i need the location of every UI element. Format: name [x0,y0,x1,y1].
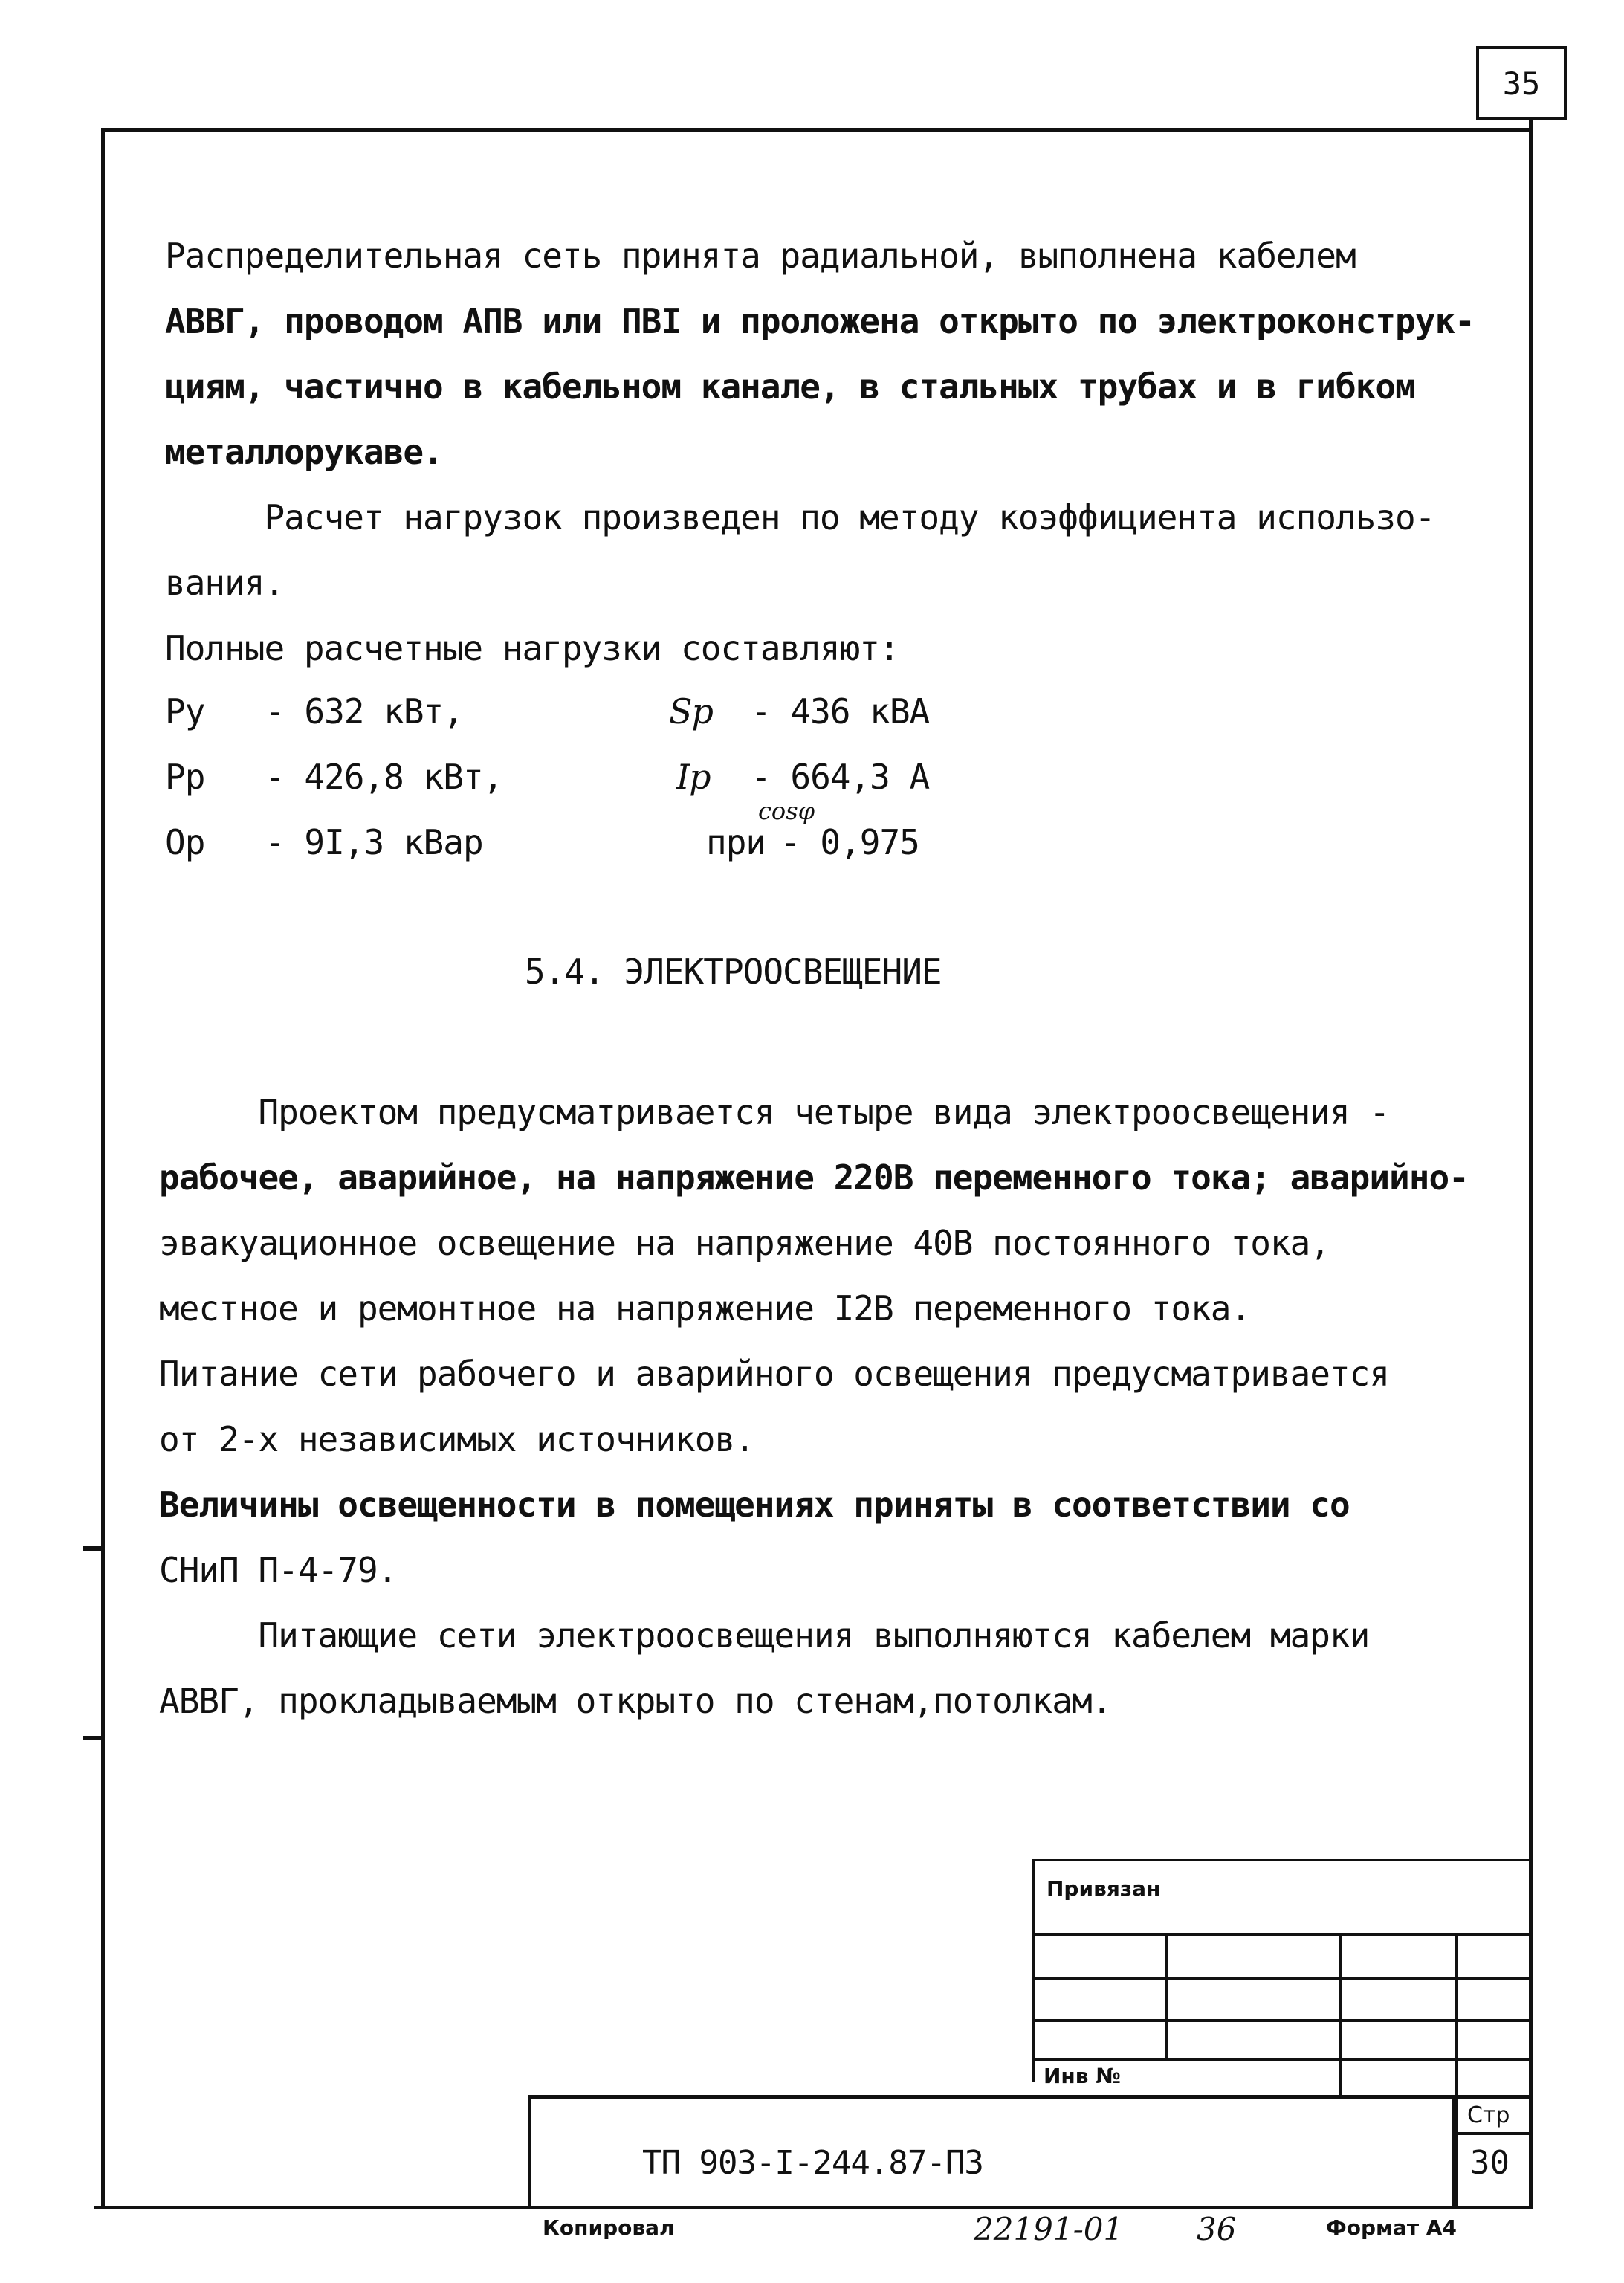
text-line: Величины освещенности в помещениях приняты в соответствии со [159,1485,1350,1525]
paragraph-lighting-types [159,1079,1512,1603]
load-label-ip: Iр [676,757,711,797]
tb-grid-line [1032,1859,1533,1861]
frame-right [1529,119,1533,2209]
section-heading: 5.4. ЭЛЕКТРООСВЕЩЕНИЕ [525,952,942,992]
tb-grid-line [1339,1933,1342,2098]
load-label-pp: Рр [165,757,205,797]
load-label-py: Ру [165,691,205,732]
tb-str-divider [1455,2132,1533,2135]
text-line: Полные расчетные нагрузки составляют: [165,628,899,668]
order-number: 22191-01 [974,2211,1124,2247]
text-line: СНиП П-4-79. [159,1550,398,1590]
kopiroval-label: Копировал [543,2215,675,2240]
tb-grid-line [1032,1859,1035,2082]
text-line: Проектом предусматривается четыре вида электроосвещения - [159,1092,1390,1132]
text-line: эвакуационное освещение на напряжение 40В постоянного тока, [159,1223,1330,1263]
text-line: Расчет нагрузок произведен по методу коэффициента использо- [165,497,1435,537]
load-value-cosphi: - 0,975 [780,822,919,862]
frame-left [101,128,105,2209]
load-value-pp: - 426,8 кВт, [265,757,503,797]
tb-main-left [528,2095,531,2209]
margin-tick [83,1736,103,1740]
text-line: местное и ремонтное на напряжение I2В переменного тока. [159,1288,1251,1328]
text-line: АВВГ, прокладываемым открыто по стенам,потолкам. [159,1681,1112,1721]
inv-no-label: Инв № [1044,2064,1121,2088]
margin-tick [83,1546,103,1551]
text-line: Распределительная сеть принята радиальной, выполнена кабелем [165,236,1356,276]
load-label-sp: Sр [669,691,713,732]
tb-grid-line [1165,1933,1168,2058]
text-line: Питающие сети электроосвещения выполняются кабелем марки [159,1615,1370,1656]
load-value-py: - 632 кВт, [265,691,463,732]
paragraph-lighting-cables [159,1603,1512,1734]
paragraph-distribution-network [165,223,1518,485]
text-line: АВВГ, проводом АПВ или ПВI и проложена открыто по электроконструк- [165,301,1475,341]
privyazan-label: Привязан [1046,1876,1161,1901]
format-label: Формат А4 [1326,2215,1457,2240]
load-value-ip: - 664,3 А [751,757,930,797]
frame-bottom [94,2206,1533,2209]
page-number: 35 [1476,46,1567,120]
load-label-pri: при [706,822,766,862]
load-label-op: Ор [165,822,205,862]
str-value: 30 [1470,2144,1510,2182]
load-value-sp: - 436 кВА [751,691,930,732]
str-label: Стр [1467,2102,1510,2128]
cosphi-note: cosφ [758,797,815,825]
text-line: от 2-х независимых источников. [159,1419,754,1459]
text-line: циям, частично в кабельном канале, в стальных трубах и в гибком [165,366,1415,407]
paragraph-load-calculation [165,485,1518,616]
frame-top [101,128,1533,132]
document-designation: ТП 903-I-244.87-ПЗ [642,2144,983,2182]
order-page: 36 [1197,2211,1237,2247]
text-line: металлорукаве. [165,432,443,472]
text-line: рабочее, аварийное, на напряжение 220В переменного тока; аварийно- [159,1157,1469,1198]
text-line: Питание сети рабочего и аварийного освещения предусматривается [159,1354,1390,1394]
text-line: вания. [165,563,285,603]
tb-str-left [1452,2095,1456,2209]
load-value-op: - 9I,3 кВар [265,822,483,862]
paragraph-total-loads [165,616,1518,681]
tb-main-top [528,2095,1533,2099]
